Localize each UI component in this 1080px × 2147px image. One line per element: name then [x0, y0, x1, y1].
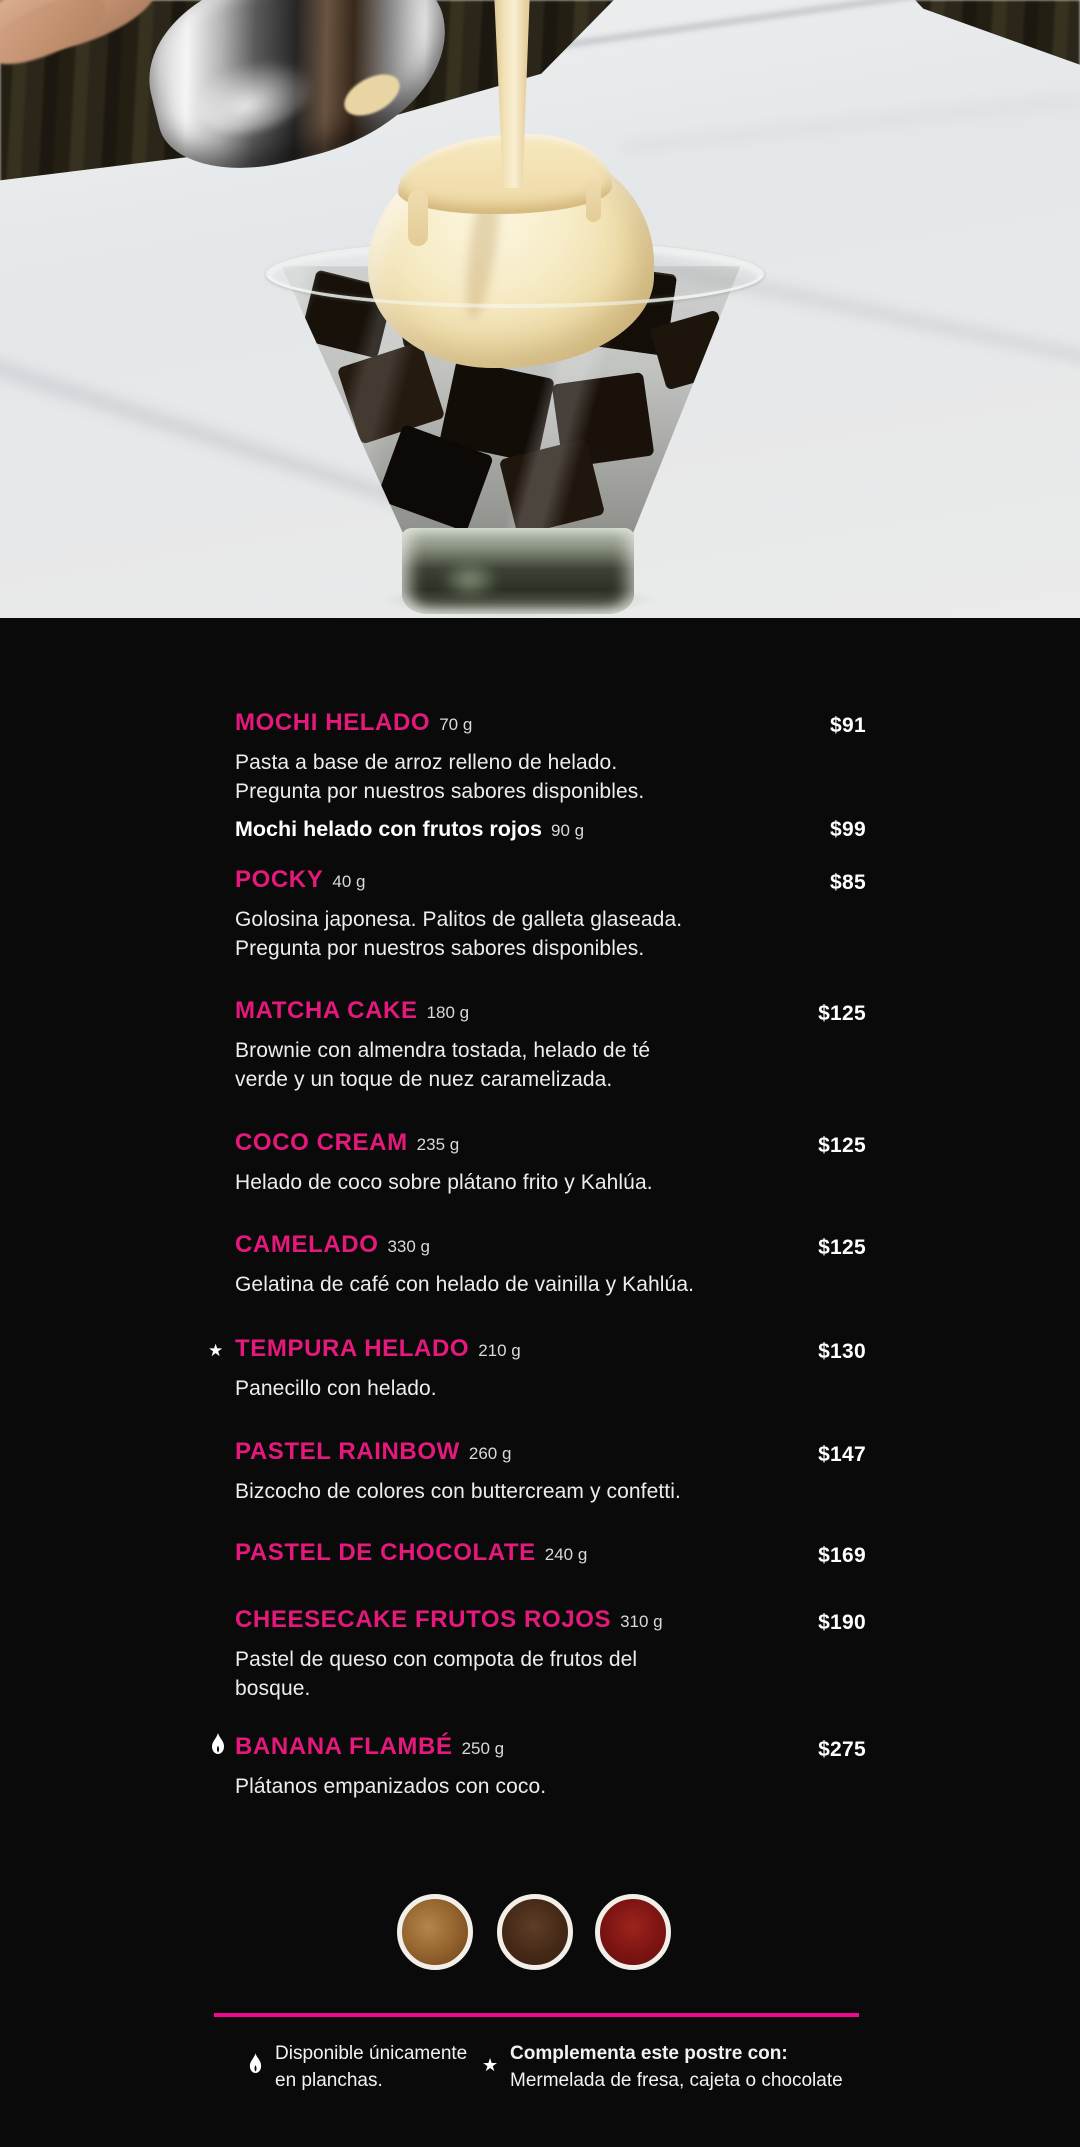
item-name: PASTEL RAINBOW [235, 1438, 460, 1465]
cream-drip [586, 178, 601, 222]
menu-item [235, 1230, 866, 1299]
item-description: Helado de coco sobre plátano frito y Kahlúa. [235, 1171, 653, 1194]
item-name: MATCHA CAKE [235, 997, 418, 1024]
menu-item [235, 1437, 866, 1506]
item-description: Golosina japonesa. Palitos de galleta glaseada. Pregunta por nuestros sabores disponibles. [235, 908, 683, 960]
strawberry-sauce-cup [595, 1894, 671, 1970]
legend-star-text: Mermelada de fresa, cajeta o chocolate [510, 2070, 843, 2091]
glass-base-glow [440, 560, 500, 600]
curtain-backdrop [915, 0, 1080, 72]
menu-item [235, 1538, 866, 1571]
legend-star-title: Complementa este postre con: [510, 2043, 788, 2064]
variant-weight: 90 g [550, 821, 585, 840]
variant-name: Mochi helado con frutos rojos [235, 817, 542, 841]
flame-icon [210, 1733, 226, 1768]
item-name: CHEESECAKE FRUTOS ROJOS [235, 1606, 612, 1633]
item-description: Gelatina de café con helado de vainilla y Kahlúa. [235, 1273, 695, 1296]
legend-flame-note: Disponible únicamente en planchas. [275, 2043, 468, 2091]
item-price: $130 [818, 1340, 866, 1363]
item-weight: 240 g [544, 1545, 588, 1564]
item-weight: 250 g [461, 1739, 505, 1758]
item-price: $85 [830, 871, 866, 894]
cream-drip [408, 190, 428, 246]
variant-price: $99 [830, 818, 866, 841]
item-description: Panecillo con helado. [235, 1377, 437, 1400]
item-price: $125 [818, 1236, 866, 1259]
chocolate-sauce-cup [497, 1894, 573, 1970]
item-description: Plátanos empanizados con coco. [235, 1775, 547, 1798]
menu-item [235, 1732, 866, 1801]
item-price: $169 [818, 1544, 866, 1567]
star-icon: ★ [482, 2055, 499, 2075]
item-weight: 260 g [468, 1444, 512, 1463]
item-name: BANANA FLAMBÉ [235, 1733, 453, 1760]
item-weight: 70 g [439, 715, 473, 734]
star-icon: ★ [208, 1341, 224, 1360]
menu-item-variant [235, 815, 866, 846]
menu-item [208, 1334, 866, 1403]
item-name: MOCHI HELADO [235, 709, 431, 736]
menu-item [235, 865, 866, 963]
item-weight: 180 g [426, 1003, 470, 1022]
item-description: Pasta a base de arroz relleno de helado. Pregunta por nuestros sabores disponibles. [235, 751, 645, 803]
item-name: PASTEL DE CHOCOLATE [235, 1539, 536, 1566]
item-name: CAMELADO [235, 1231, 379, 1258]
menu-item [235, 996, 866, 1094]
glass-cup-base [402, 528, 634, 614]
item-price: $125 [818, 1002, 866, 1025]
item-price: $125 [818, 1134, 866, 1157]
menu-item [235, 1605, 866, 1703]
item-name: POCKY [235, 866, 324, 893]
item-weight: 235 g [416, 1135, 460, 1154]
cajeta-sauce-cup [397, 1894, 473, 1970]
menu-item [235, 1128, 866, 1197]
item-description: Brownie con almendra tostada, helado de té verde y un toque de nuez caramelizada. [235, 1039, 651, 1091]
item-weight: 310 g [620, 1612, 663, 1631]
item-weight: 330 g [387, 1237, 431, 1256]
item-price: $91 [830, 714, 866, 737]
item-price: $190 [818, 1611, 866, 1634]
item-weight: 210 g [478, 1341, 521, 1360]
item-name: COCO CREAM [235, 1129, 408, 1156]
item-price: $275 [818, 1738, 866, 1761]
item-weight: 40 g [332, 872, 366, 891]
dessert-photo [0, 0, 1080, 618]
item-description: Bizcocho de colores con buttercream y confetti. [235, 1480, 681, 1503]
flame-icon [248, 2053, 263, 2081]
menu-item [235, 708, 866, 846]
item-description: Pastel de queso con compota de frutos del bosque. [235, 1648, 638, 1700]
marble-vein [621, 96, 1079, 152]
item-price: $147 [818, 1443, 866, 1466]
item-name: TEMPURA HELADO [235, 1335, 470, 1362]
pink-divider-line [214, 2013, 859, 2017]
